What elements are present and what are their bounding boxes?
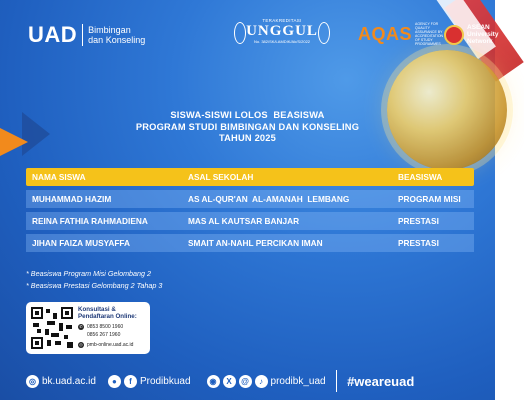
cell-name: JIHAN FAIZA MUSYAFFA xyxy=(32,238,131,248)
card-title-line1: Konsultasi & xyxy=(78,306,116,313)
footnote-2: * Beasiswa Prestasi Gelombang 2 Tahap 3 xyxy=(26,281,163,290)
footnote-1: * Beasiswa Program Misi Gelombang 2 xyxy=(26,269,152,278)
header xyxy=(28,18,499,54)
cell-scholarship: PRESTASI xyxy=(398,238,439,248)
cell-scholarship: PROGRAM MISI xyxy=(398,194,461,204)
phone-1[interactable]: 0853 8500 1960 xyxy=(87,324,124,330)
footnotes xyxy=(26,268,162,292)
facebook-icon: f xyxy=(124,375,137,388)
instagram-icon: ◉ xyxy=(207,375,220,388)
threads-icon: @ xyxy=(239,375,252,388)
logo-divider xyxy=(82,24,83,46)
x-icon: X xyxy=(223,375,236,388)
social-link[interactable]: prodibk_uad xyxy=(270,375,326,387)
asean-seal-icon xyxy=(444,25,464,45)
aqas-small-text: AGENCY FOR QUALITY ASSURANCE BY ACCREDITATION OF STUDY PROGRAMMES xyxy=(415,22,444,46)
uad-logo-text: UAD xyxy=(28,22,78,47)
page-title xyxy=(60,110,435,145)
accreditation-bottom: No. 382/SK/LAMDIK/Ak/S/2022 xyxy=(253,39,311,44)
table-header xyxy=(26,168,474,186)
cell-school: MAS AL KAUTSAR BANJAR xyxy=(188,216,300,226)
accreditation-top: TERAKREDITASI xyxy=(262,18,302,23)
title-line2: PROGRAM STUDI BIMBINGAN DAN KONSELING xyxy=(135,121,360,132)
asean-text xyxy=(467,24,498,45)
web-link[interactable]: pmb-online.uad.ac.id xyxy=(87,342,134,348)
aqas-logo xyxy=(358,22,443,46)
logo-subtitle xyxy=(88,25,145,45)
qr-code[interactable] xyxy=(31,307,73,349)
website-link[interactable]: bk.uad.ac.id xyxy=(42,375,96,387)
phone-line-1 xyxy=(78,324,123,330)
uad-logo xyxy=(28,22,145,48)
cell-scholarship: PRESTASI xyxy=(398,216,439,226)
accreditation-badge xyxy=(236,18,328,44)
phone-line-2 xyxy=(87,332,120,338)
asean-line1: ASEAN xyxy=(467,24,490,31)
footer-divider xyxy=(336,370,338,392)
whatsapp-icon: ✆ xyxy=(79,324,83,329)
laurel-left-icon xyxy=(234,22,246,44)
accreditation-main: UNGGUL xyxy=(246,23,318,39)
contact-card xyxy=(26,302,150,354)
title-line1: SISWA-SISWI LOLOS BEASISWA xyxy=(170,110,325,120)
location-icon: ● xyxy=(108,375,121,388)
card-title-line2: Pendaftaran Online: xyxy=(78,313,137,320)
web-line xyxy=(78,342,133,348)
cell-school: SMAIT AN-NAHL PERCIKAN IMAN xyxy=(188,238,323,248)
asean-line2: University xyxy=(467,31,499,38)
aqas-text: AQAS xyxy=(358,23,413,44)
asean-logo xyxy=(444,24,498,45)
cell-name: REINA FATHIA RAHMADIENA xyxy=(32,216,148,226)
logo-sub-line1: Bimbingan xyxy=(88,25,131,35)
table-row xyxy=(26,212,474,230)
footer xyxy=(26,370,481,392)
header-scholarship: BEASISWA xyxy=(398,172,443,182)
cell-school: AS AL-QUR'AN AL-AMANAH LEMBANG xyxy=(188,194,350,204)
title-line3: TAHUN 2025 xyxy=(218,133,277,143)
laurel-right-icon xyxy=(318,22,330,44)
phone-2[interactable]: 0856 267 1960 xyxy=(87,332,121,338)
cell-name: MUHAMMAD HAZIM xyxy=(32,194,112,204)
globe-icon: ◎ xyxy=(26,375,39,388)
decor-triangle-orange xyxy=(0,128,28,156)
logo-sub-line2: dan Konseling xyxy=(88,35,146,45)
scholarship-table xyxy=(26,168,474,252)
header-school: ASAL SEKOLAH xyxy=(188,172,254,182)
globe-icon: ◎ xyxy=(79,342,83,347)
table-row xyxy=(26,190,474,208)
table-row xyxy=(26,234,474,252)
header-name: NAMA SISWA xyxy=(32,172,86,182)
asean-line3: Network xyxy=(467,38,493,45)
tiktok-icon: ♪ xyxy=(255,375,268,388)
facebook-link[interactable]: Prodibkuad xyxy=(139,375,191,387)
card-title xyxy=(78,306,137,320)
hashtag: #weareuad xyxy=(347,373,415,389)
